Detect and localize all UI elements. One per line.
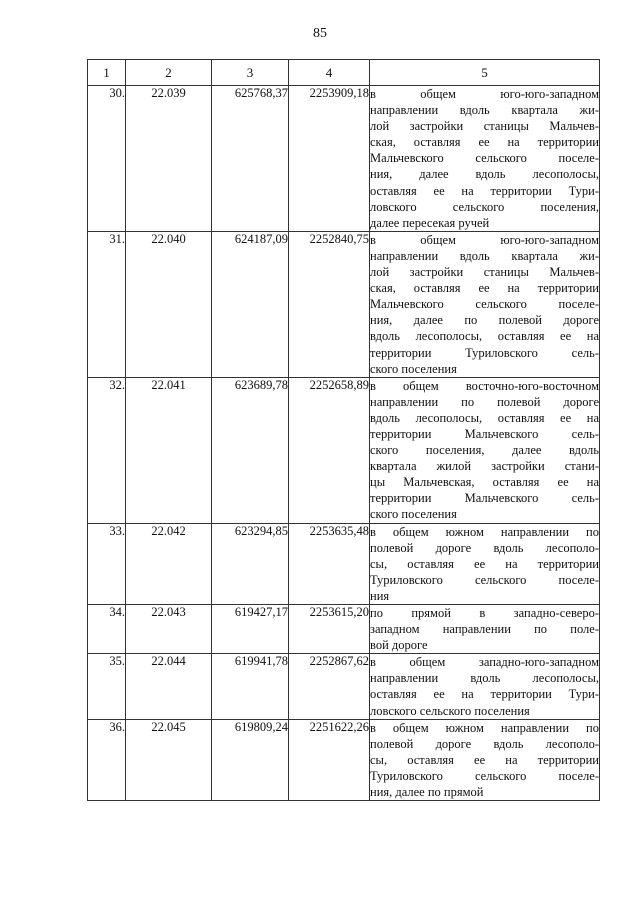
- description-line: цы Мальчевская, оставляя ее на: [370, 475, 599, 490]
- point-code-cell: 22.043: [126, 605, 212, 654]
- row-number-cell: 35.: [88, 654, 126, 719]
- description-line: вдоль лесополосы, оставляя ее на: [370, 329, 599, 344]
- x-coordinate-cell: 619427,17: [212, 605, 289, 654]
- description-line: ского поселения: [370, 507, 457, 522]
- description-line: по прямой в западно-северо-: [370, 606, 599, 620]
- description-line: западном направлении по поле-: [370, 622, 599, 637]
- y-coordinate-cell: 2253615,20: [289, 605, 370, 654]
- table-row: [88, 86, 600, 232]
- table-row: [88, 654, 600, 719]
- description-cell: [370, 86, 600, 232]
- description-line: ского поселения, далее вдоль: [370, 443, 599, 458]
- point-code-cell: 22.045: [126, 719, 212, 800]
- description-line: далее пересекая ручей: [370, 215, 490, 230]
- description-line: ния, далее по прямой: [370, 785, 484, 800]
- point-code-cell: 22.040: [126, 231, 212, 377]
- column-header-5: 5: [370, 60, 600, 86]
- description-line: Туриловского сельского поселе-: [370, 572, 599, 587]
- description-line: квартала жилой застройки стани-: [370, 459, 599, 474]
- description-line: оставляя ее на территории Тури-: [370, 183, 599, 198]
- column-header-3: 3: [212, 60, 289, 86]
- header-row: [88, 60, 600, 86]
- description-cell: [370, 605, 600, 654]
- description-line: направлении вдоль квартала жи-: [370, 103, 599, 118]
- y-coordinate-cell: 2253635,48: [289, 523, 370, 604]
- description-line: вой дороге: [370, 638, 428, 653]
- description-line: территории Мальчевского сель-: [370, 426, 599, 441]
- description-line: в общем западно-юго-западном: [370, 655, 599, 670]
- description-line: территории Мальчевского сель-: [370, 491, 599, 506]
- y-coordinate-cell: 2252658,89: [289, 377, 370, 523]
- table-body: [88, 86, 600, 801]
- y-coordinate-cell: 2252840,75: [289, 231, 370, 377]
- description-line: территории Туриловского сель-: [370, 345, 599, 360]
- description-cell: [370, 719, 600, 800]
- description-line: ловского сельского поселения: [370, 703, 530, 718]
- x-coordinate-cell: 619809,24: [212, 719, 289, 800]
- point-code-cell: 22.044: [126, 654, 212, 719]
- description-line: лой застройки станицы Мальчев-: [370, 119, 599, 134]
- description-line: в общем юго-юго-западном: [370, 87, 599, 101]
- table-row: [88, 231, 600, 377]
- description-line: направлении вдоль лесополосы,: [370, 671, 599, 686]
- description-line: ская, оставляя ее на территории: [370, 281, 599, 296]
- description-line: ния, далее вдоль лесополосы,: [370, 167, 599, 182]
- description-line: направлении по полевой дороге: [370, 394, 599, 409]
- boundary-points-table: [87, 59, 600, 801]
- description-line: ского поселения: [370, 361, 457, 376]
- column-header-2: 2: [126, 60, 212, 86]
- x-coordinate-cell: 623294,85: [212, 523, 289, 604]
- table-row: [88, 523, 600, 604]
- y-coordinate-cell: 2251622,26: [289, 719, 370, 800]
- table-row: [88, 377, 600, 523]
- description-line: сы, оставляя ее на территории: [370, 556, 599, 571]
- description-cell: [370, 654, 600, 719]
- table-row: [88, 605, 600, 654]
- description-line: направлении вдоль квартала жи-: [370, 248, 599, 263]
- row-number-cell: 36.: [88, 719, 126, 800]
- description-line: полевой дороге вдоль лесополо-: [370, 540, 599, 555]
- y-coordinate-cell: 2253909,18: [289, 86, 370, 232]
- table-header: [88, 60, 600, 86]
- description-cell: [370, 523, 600, 604]
- row-number-cell: 30.: [88, 86, 126, 232]
- x-coordinate-cell: 619941,78: [212, 654, 289, 719]
- description-line: ния, далее по полевой дороге: [370, 313, 599, 328]
- row-number-cell: 32.: [88, 377, 126, 523]
- page-number: 85: [313, 26, 327, 41]
- description-line: лой застройки станицы Мальчев-: [370, 265, 599, 280]
- description-cell: [370, 377, 600, 523]
- description-line: вдоль лесополосы, оставляя ее на: [370, 410, 599, 425]
- point-code-cell: 22.041: [126, 377, 212, 523]
- column-header-4: 4: [289, 60, 370, 86]
- description-line: в общем южном направлении по: [370, 720, 599, 735]
- description-line: в общем южном направлении по: [370, 524, 599, 539]
- description-line: оставляя ее на территории Тури-: [370, 687, 599, 702]
- row-number-cell: 33.: [88, 523, 126, 604]
- description-line: сы, оставляя ее на территории: [370, 752, 599, 767]
- description-line: ская, оставляя ее на территории: [370, 135, 599, 150]
- row-number-cell: 34.: [88, 605, 126, 654]
- x-coordinate-cell: 623689,78: [212, 377, 289, 523]
- description-cell: [370, 231, 600, 377]
- point-code-cell: 22.039: [126, 86, 212, 232]
- description-line: в общем восточно-юго-восточном: [370, 378, 599, 393]
- description-line: ловского сельского поселения,: [370, 199, 599, 214]
- row-number-cell: 31.: [88, 231, 126, 377]
- y-coordinate-cell: 2252867,62: [289, 654, 370, 719]
- x-coordinate-cell: 624187,09: [212, 231, 289, 377]
- description-line: Мальчевского сельского поселе-: [370, 151, 599, 166]
- description-line: Туриловского сельского поселе-: [370, 768, 599, 783]
- description-line: в общем юго-юго-западном: [370, 232, 599, 247]
- description-line: ния: [370, 588, 390, 603]
- description-line: полевой дороге вдоль лесополо-: [370, 736, 599, 751]
- table-row: [88, 719, 600, 800]
- x-coordinate-cell: 625768,37: [212, 86, 289, 232]
- point-code-cell: 22.042: [126, 523, 212, 604]
- column-header-1: 1: [88, 60, 126, 86]
- description-line: Мальчевского сельского поселе-: [370, 297, 599, 312]
